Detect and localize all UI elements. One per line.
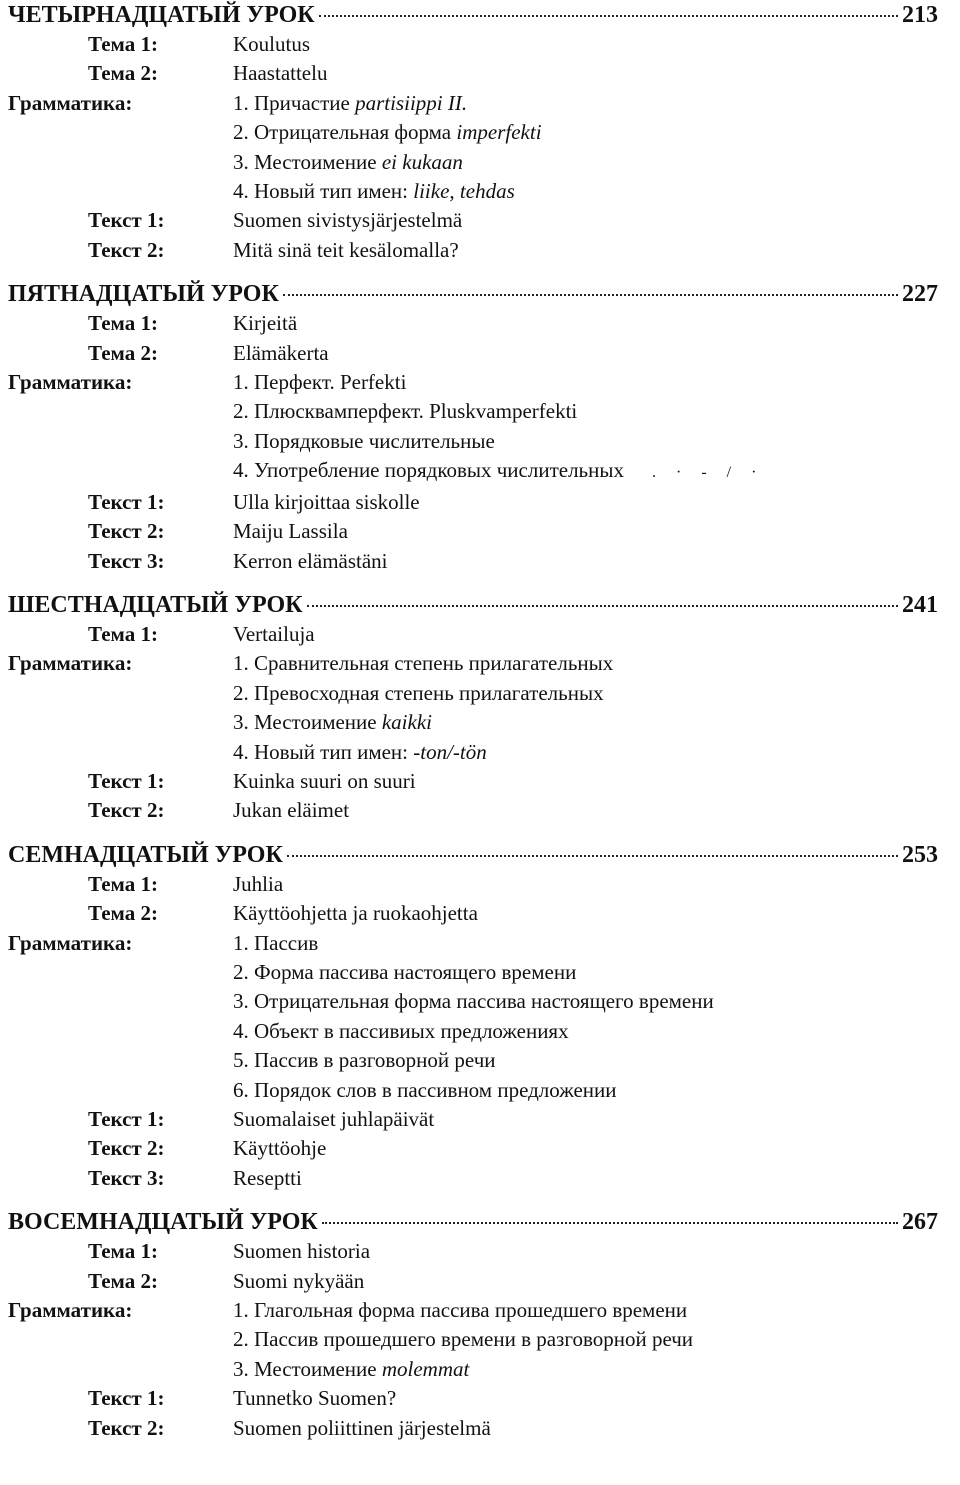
text-row: [8, 767, 938, 796]
grammar-item-term: -ton/-tön: [413, 739, 487, 764]
grammar-item-text: 4. Новый тип имен:: [233, 179, 414, 204]
text-value: Maiju Lassila: [233, 519, 348, 544]
lesson-18: [8, 1207, 938, 1443]
theme-row: [8, 309, 938, 338]
grammar-item: [233, 427, 938, 456]
theme-value: Juhlia: [233, 871, 284, 896]
lesson-15: [8, 279, 938, 576]
grammar-item: [233, 708, 938, 737]
grammar-row: [8, 1296, 938, 1384]
grammar-item-text: 2. Форма пассива настоящего времени: [233, 959, 577, 984]
grammar-label: Грамматика:: [8, 370, 133, 395]
grammar-label: Грамматика:: [8, 1298, 133, 1323]
grammar-item-text: 3. Местоимение: [233, 1356, 382, 1381]
theme-row: [8, 620, 938, 649]
text-label: Текст 1:: [88, 208, 165, 233]
grammar-item-text: 2. Плюсквамперфект. Pluskvamperfekti: [233, 399, 578, 424]
grammar-item-term: ei kukaan: [381, 149, 463, 174]
theme-value: Vertailuja: [233, 621, 315, 646]
text-label: Текст 1:: [88, 1386, 165, 1411]
lesson-heading: [8, 590, 938, 620]
text-label: Текст 1:: [88, 489, 165, 514]
theme-label: Тема 2:: [88, 901, 158, 926]
grammar-item-term: kaikki: [381, 710, 432, 735]
text-value: Kuinka suuri on suuri: [233, 768, 416, 793]
grammar-item-text: 4. Объект в пассивиых предложениях: [233, 1018, 569, 1043]
grammar-item-text: 4. Употребление порядковых числительных: [233, 458, 624, 483]
lesson-page-number: 227: [902, 281, 938, 308]
grammar-item-term: molemmat: [381, 1356, 470, 1381]
text-value: Mitä sinä teit kesälomalla?: [233, 237, 459, 262]
text-row: [8, 1134, 938, 1163]
grammar-row: [8, 89, 938, 207]
theme-row: [8, 899, 938, 928]
text-value: Suomen poliittinen järjestelmä: [233, 1415, 491, 1440]
text-row: [8, 547, 938, 576]
grammar-item-text: 2. Отрицательная форма: [233, 120, 457, 145]
grammar-item: [233, 649, 938, 678]
grammar-row: [8, 929, 938, 1105]
grammar-label: Грамматика:: [8, 90, 133, 115]
theme-row: [8, 1237, 938, 1266]
grammar-list: [233, 368, 938, 488]
theme-label: Тема 2:: [88, 340, 158, 365]
theme-label: Тема 1:: [88, 871, 158, 896]
grammar-item-text: 1. Глагольная форма пассива прошедшего времени: [233, 1298, 688, 1323]
grammar-item: [233, 89, 938, 118]
theme-label: Тема 1:: [88, 1239, 158, 1264]
grammar-item: [233, 148, 938, 177]
theme-value: Elämäkerta: [233, 340, 329, 365]
grammar-item: [233, 1296, 938, 1325]
theme-row: [8, 1267, 938, 1296]
text-value: Jukan eläimet: [233, 798, 350, 823]
lesson-heading: [8, 0, 938, 30]
lesson-page-number: 241: [902, 591, 938, 618]
grammar-item-text: 5. Пассив в разговорной речи: [233, 1048, 496, 1073]
text-value: Suomen sivistysjärjestelmä: [233, 208, 463, 233]
text-row: [8, 236, 938, 265]
grammar-item: [233, 118, 938, 147]
grammar-list: [233, 1296, 938, 1384]
lesson-heading: [8, 1207, 938, 1237]
text-row: [8, 1414, 938, 1443]
grammar-item: [233, 1325, 938, 1354]
theme-value: Koulutus: [233, 32, 311, 56]
lesson-16: [8, 590, 938, 826]
grammar-item-term: imperfekti: [456, 120, 542, 145]
grammar-label: Грамматика:: [8, 651, 133, 676]
grammar-item-text: 3. Местоимение: [233, 149, 382, 174]
grammar-list: [233, 929, 938, 1105]
dot-leader: [322, 1222, 898, 1224]
grammar-item-text: 1. Пассив: [233, 930, 319, 955]
theme-row: [8, 30, 938, 59]
theme-label: Тема 2:: [88, 1268, 158, 1293]
grammar-item: [233, 1017, 938, 1046]
lesson-title: ПЯТНАДЦАТЫЙ УРОК: [8, 281, 279, 308]
scribble-mark: .·-/·: [651, 464, 777, 482]
text-label: Текст 3:: [88, 548, 165, 573]
theme-row: [8, 870, 938, 899]
theme-label: Тема 1:: [88, 32, 158, 56]
text-label: Текст 2:: [88, 237, 165, 262]
lesson-title: ЧЕТЫРНАДЦАТЫЙ УРОК: [8, 2, 315, 28]
grammar-item: [233, 987, 938, 1016]
grammar-item: [233, 958, 938, 987]
text-value: Suomalaiset juhlapäivät: [233, 1107, 435, 1131]
grammar-item-text: 4. Новый тип имен:: [233, 739, 414, 764]
grammar-item: [233, 456, 938, 487]
dot-leader: [307, 605, 898, 607]
lesson-page-number: 253: [902, 841, 938, 868]
text-row: [8, 1384, 938, 1413]
grammar-list: [233, 649, 938, 767]
grammar-row: [8, 368, 938, 488]
text-label: Текст 2:: [88, 519, 165, 544]
dot-leader: [319, 15, 898, 17]
grammar-item: [233, 738, 938, 767]
text-row: [8, 796, 938, 825]
lesson-title: СЕМНАДЦАТЫЙ УРОК: [8, 841, 283, 868]
text-value: Tunnetko Suomen?: [233, 1386, 397, 1411]
grammar-item-text: 2. Пассив прошедшего времени в разговорной речи: [233, 1327, 694, 1352]
text-label: Текст 2:: [88, 798, 165, 823]
text-value: Ulla kirjoittaa siskolle: [233, 489, 420, 514]
grammar-item: [233, 397, 938, 426]
grammar-item: [233, 1046, 938, 1075]
grammar-item-text: 1. Сравнительная степень прилагательных: [233, 651, 614, 676]
theme-value: Suomen historia: [233, 1239, 371, 1264]
theme-value: Haastattelu: [233, 61, 328, 86]
lesson-page-number: 267: [902, 1209, 938, 1236]
text-row: [8, 1164, 938, 1193]
grammar-item: [233, 679, 938, 708]
theme-value: Kirjeitä: [233, 311, 298, 336]
theme-value: Suomi nykyään: [233, 1268, 365, 1293]
grammar-item-text: 2. Превосходная степень прилагательных: [233, 680, 604, 705]
text-row: [8, 206, 938, 235]
lesson-title: ШЕСТНАДЦАТЫЙ УРОК: [8, 591, 303, 618]
dot-leader: [283, 294, 898, 296]
grammar-row: [8, 649, 938, 767]
dot-leader: [287, 855, 898, 857]
text-label: Текст 1:: [88, 1107, 165, 1131]
grammar-item: [233, 1076, 938, 1105]
theme-row: [8, 59, 938, 88]
grammar-item-text: 1. Причастие: [233, 90, 356, 115]
grammar-list: [233, 89, 938, 207]
text-label: Текст 3:: [88, 1165, 165, 1190]
text-row: [8, 488, 938, 517]
grammar-label: Грамматика:: [8, 930, 133, 955]
lesson-title: ВОСЕМНАДЦАТЫЙ УРОК: [8, 1209, 318, 1236]
grammar-item-text: 6. Порядок слов в пассивном предложении: [233, 1077, 617, 1102]
grammar-item: [233, 368, 938, 397]
theme-row: [8, 339, 938, 368]
grammar-item: [233, 929, 938, 958]
text-label: Текст 1:: [88, 768, 165, 793]
lesson-heading: [8, 840, 938, 870]
theme-label: Тема 2:: [88, 61, 158, 86]
grammar-item: [233, 1355, 938, 1384]
grammar-item-text: 1. Перфект. Perfekti: [233, 370, 407, 395]
text-value: Reseptti: [233, 1165, 302, 1190]
grammar-item-term: liike, tehdas: [413, 179, 515, 204]
text-row: [8, 1105, 938, 1134]
lesson-17: [8, 840, 938, 1193]
lesson-heading: [8, 279, 938, 309]
lesson-14: [8, 0, 938, 265]
text-label: Текст 2:: [88, 1136, 165, 1161]
lesson-page-number: 213: [902, 2, 938, 28]
text-value: Käyttöohje: [233, 1136, 327, 1161]
grammar-item: [233, 177, 938, 206]
grammar-item-text: 3. Местоимение: [233, 710, 382, 735]
grammar-item-text: 3. Отрицательная форма пассива настоящего времени: [233, 989, 714, 1014]
grammar-item-term: partisiippi II.: [355, 90, 468, 115]
theme-label: Тема 1:: [88, 311, 158, 336]
grammar-item-text: 3. Порядковые числительные: [233, 428, 495, 453]
theme-label: Тема 1:: [88, 621, 158, 646]
text-value: Kerron elämästäni: [233, 548, 388, 573]
theme-value: Käyttöohjetta ja ruokaohjetta: [233, 901, 478, 926]
text-label: Текст 2:: [88, 1415, 165, 1440]
text-row: [8, 517, 938, 546]
